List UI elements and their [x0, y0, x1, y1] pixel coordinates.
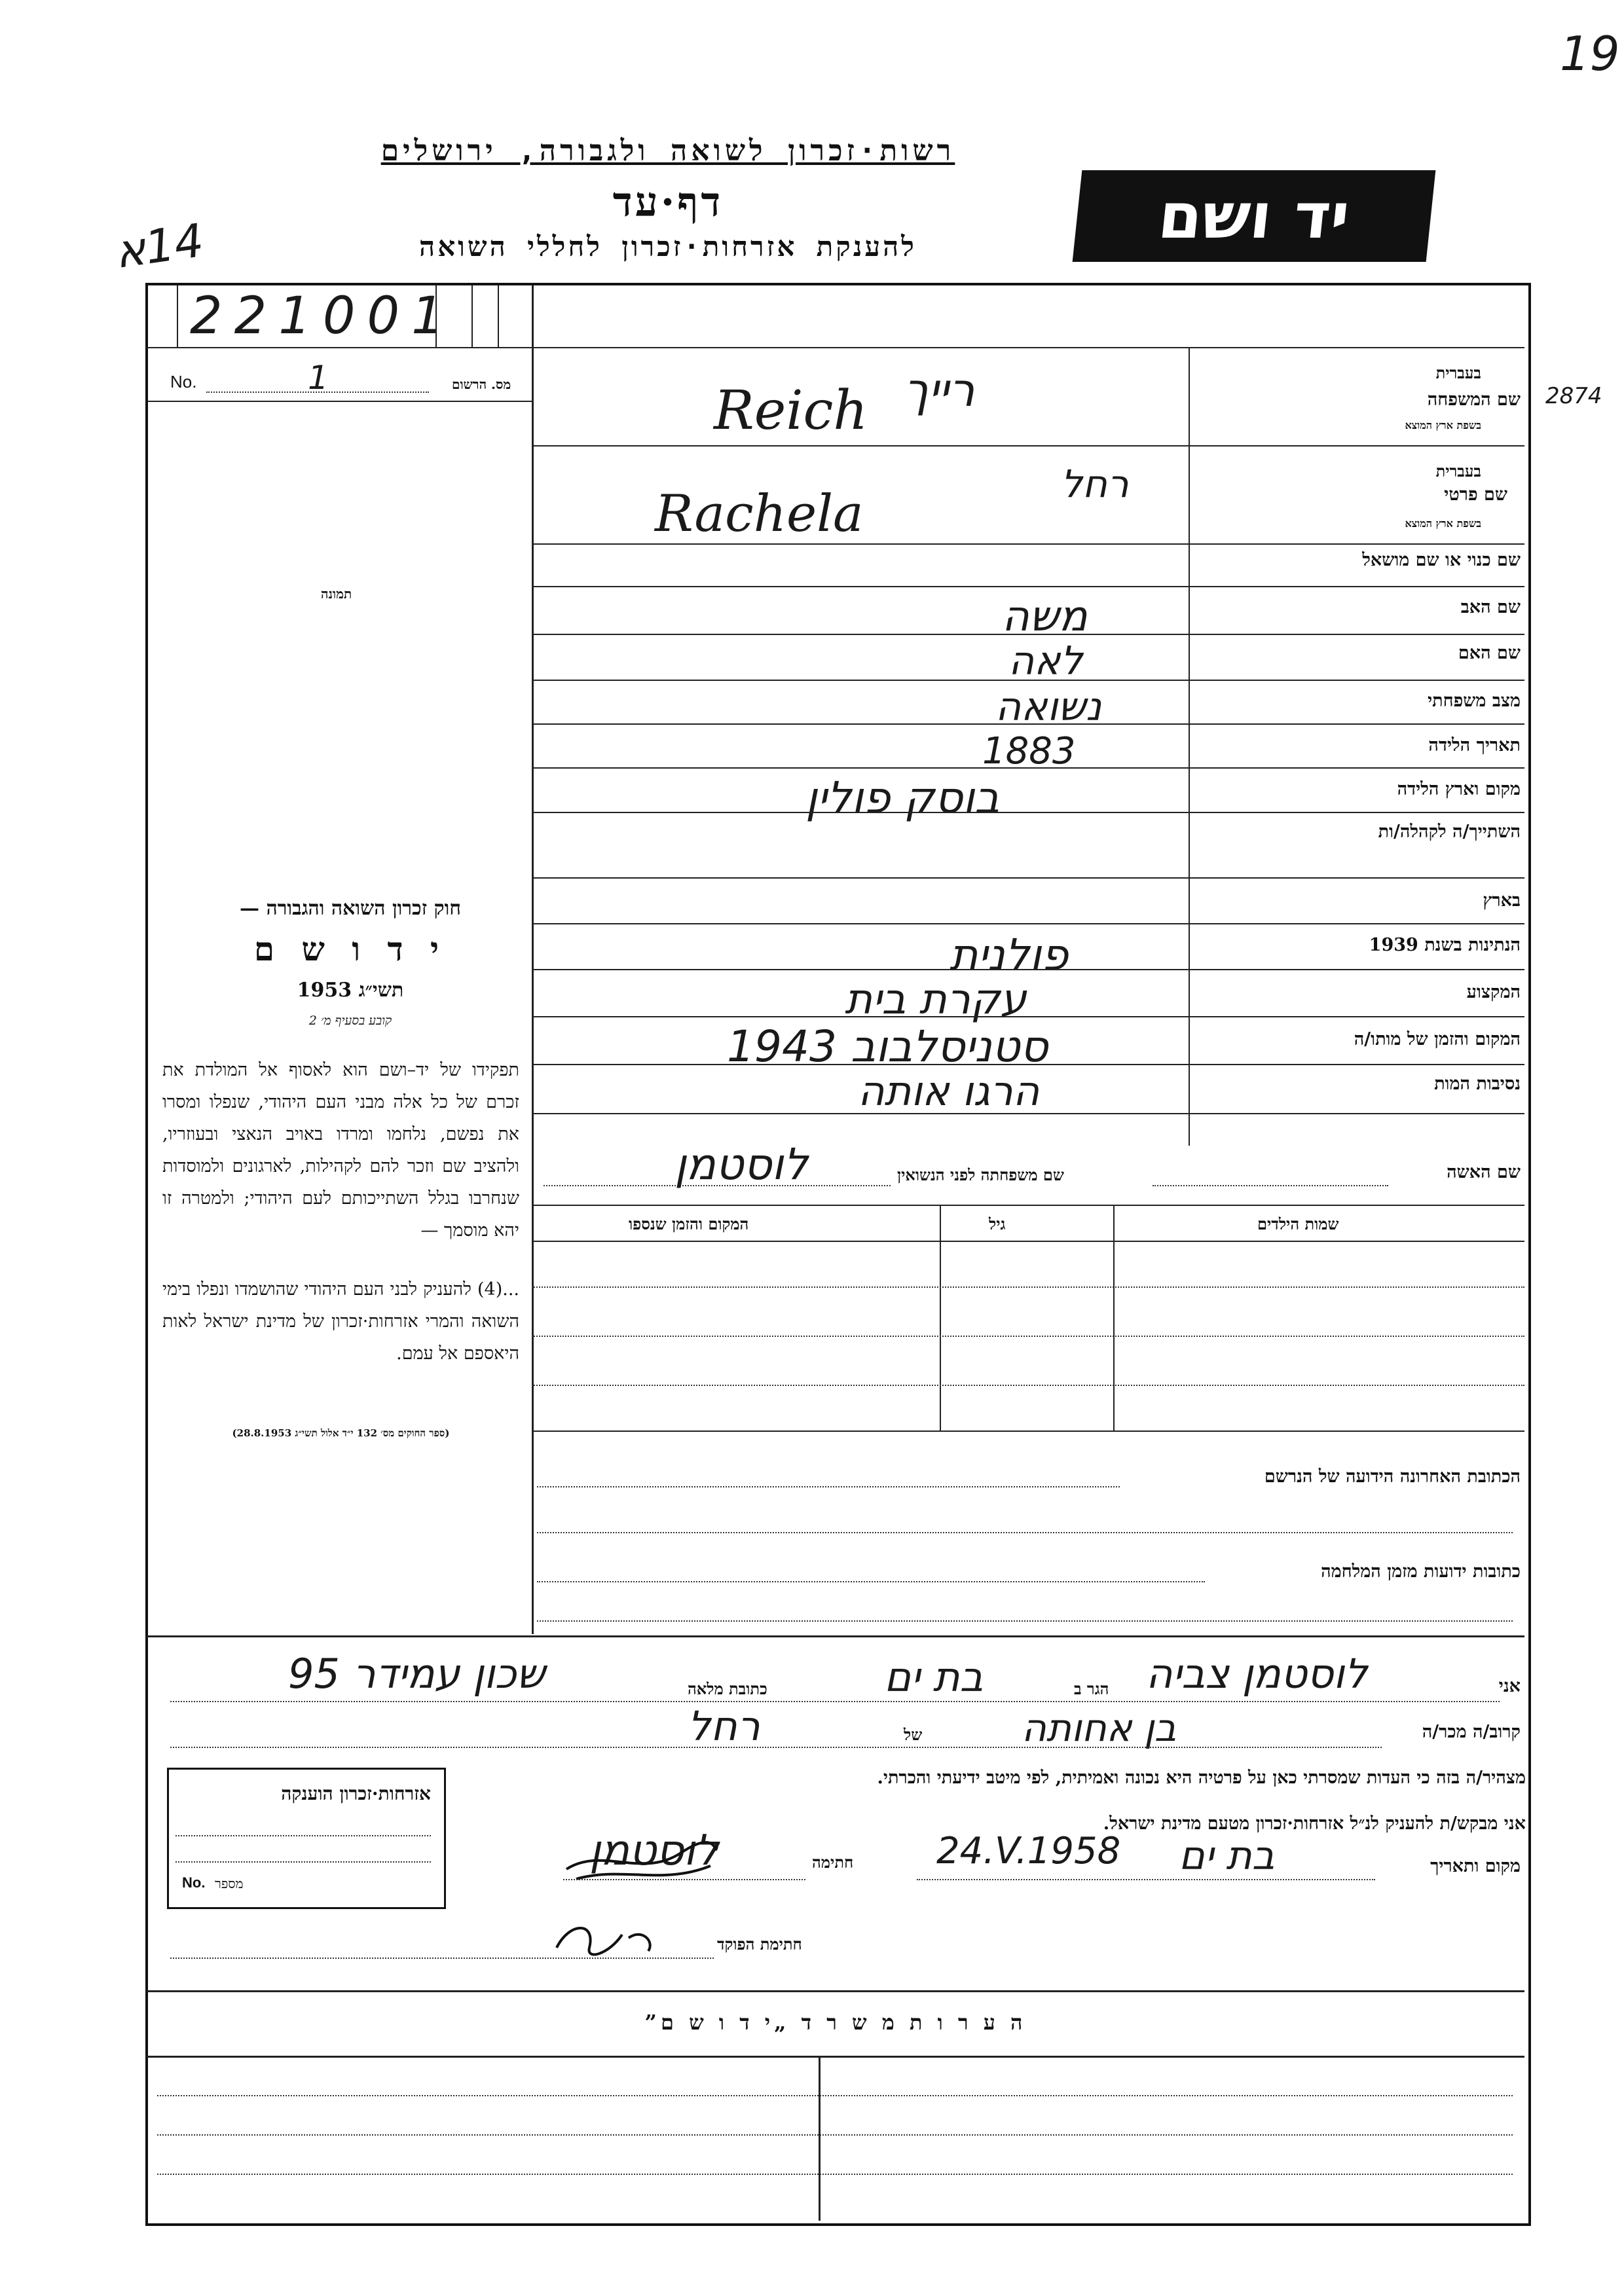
law-section: קובע בסעיף מ׳ 2	[308, 1013, 392, 1028]
office-notes-line-2	[157, 2134, 1513, 2136]
address-last-line-2	[537, 1532, 1513, 1533]
officer-label: חתימת הפוקד	[717, 1935, 802, 1954]
circumstances-label: נסיבות המות	[1434, 1074, 1521, 1094]
reg-box-line-2	[435, 285, 437, 347]
relative-label: קרוב/ה מכר/ה	[1422, 1722, 1521, 1742]
margin-note-right: 2874	[1545, 383, 1602, 409]
of-value: רחל	[688, 1702, 760, 1750]
photo-label: תמונה	[321, 586, 352, 602]
death-label: המקום והזמן של מותו/ה	[1354, 1029, 1521, 1049]
law-title: חוק זכרון השואה והגבורה —	[240, 897, 461, 920]
birth-date-label: תאריך הלידה	[1428, 735, 1521, 756]
left-column-divider	[532, 285, 534, 1634]
of-label: של	[904, 1725, 923, 1744]
declarant-lives-label: הגר ב	[1074, 1679, 1109, 1698]
officer-signature-stroke	[557, 1928, 650, 1954]
reg-box-line-1	[177, 285, 178, 347]
spouse-maiden-value: לוסטמן	[674, 1139, 808, 1190]
law-paragraph-1: תפקידו של יד–ושם הוא לאסוף אל המולדת את זכרם של כל אלה מבני העם היהודי, שנפלו ומסרו את נפשם, נלחמו ומרדו באויב הנאצי ובעוזריו, ולהציב שם וזכר להם לקהילות, לארגונים ולמוסדות שנחרבו בגלל השתייכותם לעם היהודי; ולמטרה זו יהא מוסמך —	[162, 1060, 519, 1241]
death-value: סטניסלבוב 1943	[727, 1021, 1048, 1072]
address-last-label: הכתובת האחרונה הידועה של הנרשם	[1264, 1467, 1521, 1487]
children-header-age: גיל	[989, 1214, 1006, 1233]
logo-text: יד ושם	[1154, 179, 1354, 253]
declarant-address-label: כתובת מלאה	[688, 1679, 767, 1698]
father-label: שם האב	[1460, 597, 1521, 617]
row-line-birth-date	[532, 767, 1524, 769]
children-col-2	[1113, 1205, 1115, 1430]
officer-line	[170, 1958, 714, 1959]
law-paragraph-2: ...(4) להעניק לבני העם היהודי שהושמדו ונפלו בימי השואה והמרי אזרחות·זכרון של מדינת ישראל לאות היאספם אל עמם.	[162, 1279, 519, 1364]
declarant-i-label: אני	[1498, 1676, 1521, 1696]
first-name-origin-sublabel: בשפת ארץ המוצא	[1405, 517, 1481, 530]
address-war-label: כתובות ידועות מזמן המלחמה	[1321, 1561, 1521, 1582]
children-header-place: המקום והזמן שנספו	[629, 1214, 749, 1233]
statement-2: אני מבקש/ת להעניק לנ״ל אזרחות·זכרון מטעם מדינת ישראל.	[1103, 1813, 1526, 1834]
profession-value: עקרת בית	[845, 975, 1027, 1024]
row-line-spouse	[532, 1205, 1524, 1206]
date-value: 24.V.1958	[936, 1830, 1121, 1872]
first-name-label: שם פרטי	[1444, 484, 1507, 505]
signature-label: חתימה	[812, 1853, 854, 1872]
declarant-line	[170, 1701, 1500, 1702]
surname-origin-sublabel: בשפת ארץ המוצא	[1405, 419, 1481, 431]
certificate-title: אזרחות·זכרון הוענקה	[281, 1783, 431, 1804]
reg-box-bottom	[147, 347, 1524, 348]
row-line-citizenship	[532, 969, 1524, 970]
spouse-line	[1153, 1185, 1388, 1186]
father-value: משה	[1002, 592, 1088, 641]
citizenship-label: הנתינות בשנת 1939	[1369, 935, 1521, 955]
office-notes-line-3	[157, 2174, 1513, 2175]
form-title: דף·עד	[612, 178, 724, 226]
birth-date-value: 1883	[982, 730, 1076, 773]
declarant-address-value: שכון עמידר 95	[288, 1650, 545, 1698]
office-notes-line-1	[157, 2095, 1513, 2096]
children-row-3	[532, 1385, 1524, 1386]
children-bottom	[532, 1430, 1524, 1432]
declarant-lives-value: בת ים	[884, 1653, 984, 1701]
declarant-name-value: לוסטמן צביה	[1146, 1650, 1368, 1698]
law-year: תשי״ג 1953	[297, 979, 404, 1002]
signature-scribble	[563, 1833, 720, 1892]
row-line-surname	[532, 445, 1524, 446]
reg-value: 1	[308, 359, 329, 397]
first-name-origin-value: Rachela	[655, 484, 864, 543]
address-last-line	[537, 1486, 1120, 1487]
certificate-line-1	[175, 1835, 431, 1836]
first-name-hebrew-value: רחל	[1061, 462, 1129, 506]
surname-hebrew-sublabel: בעברית	[1435, 363, 1481, 382]
row-line-country	[532, 923, 1524, 924]
community-label: השתייך/ה לקהלה/ות	[1378, 822, 1521, 842]
office-notes-top	[147, 1990, 1524, 1992]
margin-note-left: 14א	[111, 213, 207, 280]
place-date-label: מקום ותאריך	[1430, 1856, 1521, 1876]
page-number: 19	[1560, 26, 1620, 81]
first-name-hebrew-sublabel: בעברית	[1435, 462, 1481, 481]
surname-hebrew-value: רייך	[904, 363, 975, 417]
nickname-label: שם כנוי או שם מושאל	[1362, 550, 1521, 570]
reg-box-line-3	[471, 285, 473, 347]
certificate-line-2	[175, 1861, 431, 1863]
children-header-line	[532, 1241, 1524, 1242]
relative-value: בן אחותה	[1022, 1705, 1177, 1750]
row-line-birth-place	[532, 812, 1524, 813]
signature-value: לוסטמן	[589, 1827, 719, 1875]
birth-place-value: בוסק פולין	[805, 773, 1000, 823]
reg-box-line-4	[498, 285, 499, 347]
office-notes-title: ה ע ר ו ת מ ש ר ד „י ד ו ש ם”	[644, 2010, 1027, 2035]
form-subtitle: להענקת אזרחות·זכרון לחללי השואה	[419, 230, 917, 263]
row-line-profession	[532, 1016, 1524, 1017]
law-name: י ד ו ש ם	[253, 930, 447, 968]
row-line-father	[532, 634, 1524, 635]
yad-vashem-logo	[1073, 170, 1436, 262]
row-line-death	[532, 1064, 1524, 1065]
children-row-2	[532, 1336, 1524, 1337]
row-line-mother	[532, 680, 1524, 681]
row-line-circumstances	[532, 1113, 1524, 1114]
certificate-no-label: No.	[182, 1874, 206, 1891]
marital-value: נשואה	[995, 684, 1102, 730]
row-line-community	[532, 877, 1524, 879]
relative-line	[170, 1747, 1382, 1748]
reg-label: מס. הרשום	[452, 376, 511, 392]
certificate-number-label: מספר	[215, 1876, 244, 1891]
row-line-nickname	[532, 586, 1524, 587]
place-value: בת ים	[1179, 1833, 1275, 1879]
signature-scribble-stroke	[566, 1842, 717, 1879]
spouse-maiden-label: שם משפחתה לפני הנשואין	[897, 1165, 1064, 1184]
label-divider	[1189, 347, 1190, 1146]
profession-label: המקצוע	[1466, 982, 1521, 1002]
row-line-first-name	[532, 543, 1524, 545]
office-notes-header-line	[147, 2056, 1524, 2058]
office-notes-divider	[819, 2056, 821, 2221]
marital-label: מצב משפחתי	[1428, 691, 1521, 711]
country-label: בארץ	[1483, 890, 1521, 911]
statement-1: מצהיר/ה בזה כי העדות שמסרתי כאן על פרטיה היא נכונה ואמיתית, לפי מיטב ידיעתי והכרתי.	[877, 1768, 1526, 1788]
children-row-1	[532, 1286, 1524, 1288]
authority-name: רשות·זכרון לשואה ולגבורה, ירושלים	[380, 134, 955, 168]
circumstances-value: הרגו אותה	[858, 1067, 1040, 1115]
mother-label: שם האם	[1458, 643, 1521, 663]
surname-label: שם המשפחה	[1427, 390, 1521, 410]
address-war-line	[537, 1581, 1205, 1582]
no-label: No.	[170, 372, 197, 392]
surname-origin-value: Reich	[714, 380, 868, 442]
registration-number: 221001	[190, 287, 456, 346]
row-line-marital	[532, 723, 1524, 725]
birth-place-label: מקום וארץ הלידה	[1397, 779, 1521, 799]
children-col-1	[940, 1205, 941, 1430]
spouse-label: שם האשה	[1447, 1162, 1521, 1182]
citizenship-value: פולנית	[950, 930, 1069, 980]
mother-value: לאה	[1008, 638, 1083, 684]
certificate-box	[167, 1768, 446, 1909]
form-frame	[145, 283, 1531, 2226]
section-divider-declaration	[147, 1635, 1524, 1637]
address-war-line-2	[537, 1620, 1513, 1622]
signature-line	[563, 1879, 805, 1880]
law-citation: (ספר החוקים מס׳ 132 י״ד אלול תשי״ג 28.8.1953)	[232, 1427, 450, 1439]
children-header-names: שמות הילדים	[1257, 1214, 1339, 1233]
place-date-line	[917, 1879, 1375, 1880]
reg-row-bottom	[147, 401, 532, 402]
